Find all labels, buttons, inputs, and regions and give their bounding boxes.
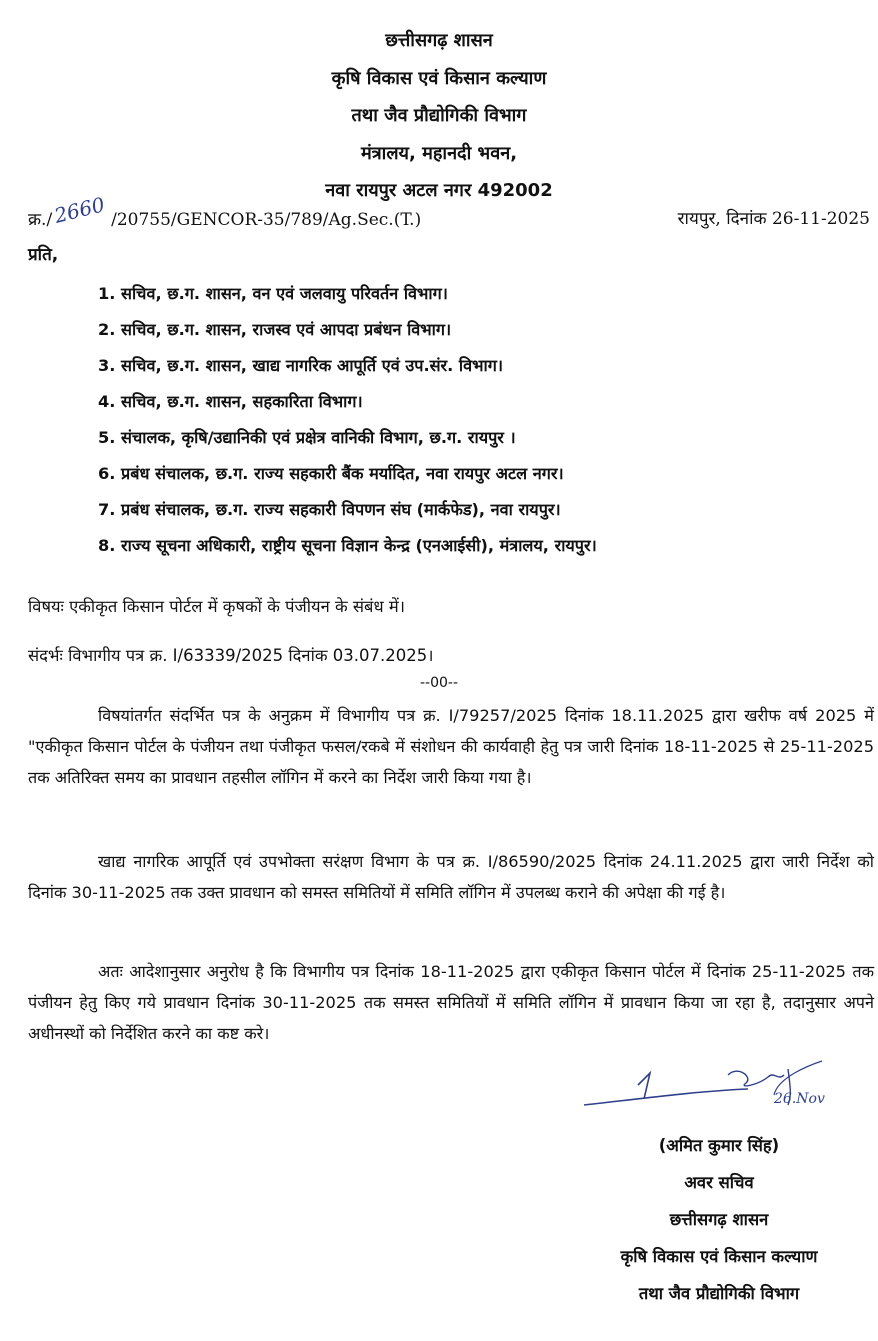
recipient-list — [98, 276, 858, 564]
letter-number-code: /20755/GENCOR-35/789/Ag.Sec.(T.) — [111, 210, 422, 230]
letter-number-prefix: क्र./ — [28, 210, 53, 230]
signature-date: 26.Nov — [774, 1091, 825, 1107]
body-paragraph-3 — [28, 956, 874, 1049]
signatory-org-2: कृषि विकास एवं किसान कल्याण — [620, 1247, 818, 1266]
letterhead-line-1: छत्तीसगढ़ शासन — [385, 30, 493, 51]
separator: --00-- — [419, 675, 459, 691]
recipient-item: 2. सचिव, छ.ग. शासन, राजस्व एवं आपदा प्रबंधन विभाग। — [98, 320, 452, 339]
recipient-item: 8. राज्य सूचना अधिकारी, राष्ट्रीय सूचना विज्ञान केन्द्र (एनआईसी), मंत्रालय, रायपुर। — [98, 536, 597, 555]
letterhead-line-2: कृषि विकास एवं किसान कल्याण — [331, 67, 547, 89]
signatory-name: (अमित कुमार सिंह) — [658, 1136, 780, 1155]
recipient-item: 3. सचिव, छ.ग. शासन, खाद्य नागरिक आपूर्ति एवं उप.संर. विभाग। — [98, 356, 503, 375]
signatory-org-3: तथा जैव प्रौद्योगिकी विभाग — [638, 1284, 800, 1303]
signatory-block — [560, 1127, 878, 1312]
letter-number — [28, 192, 422, 230]
subject-line: विषयः एकीकृत किसान पोर्टल में कृषकों के पंजीयन के संबंध में। — [28, 597, 405, 616]
place-date: रायपुर, दिनांक 26-11-2025 — [677, 209, 870, 229]
handwritten-signature — [578, 1055, 878, 1125]
paragraph-text: विषयांतर्गत संदर्भित पत्र के अनुक्रम में विभागीय पत्र क्र. I/79257/2025 दिनांक 18.11.2025 द्वारा खरीफ वर्ष 2025 में "एकीकृत किसान पोर्टल के पंजीयन तथा पंजीकृत फसल/रकबे में संशोधन की कार्यवाही हेतु पत्र जारी दिनांक 18-11-2025 से 25-11-2025 तक अतिरिक्त समय का प्रावधान तहसील लॉगिन में करने का निर्देश जारी किया गया है। — [28, 706, 874, 787]
letterhead-line-4: मंत्रालय, महानदी भवन, — [360, 142, 518, 164]
signatory-org-1: छत्तीसगढ़ शासन — [669, 1210, 769, 1229]
recipient-item: 1. सचिव, छ.ग. शासन, वन एवं जलवायु परिवर्तन विभाग। — [98, 284, 448, 303]
paragraph-text: अतः आदेशानुसार अनुरोध है कि विभागीय पत्र दिनांक 18-11-2025 द्वारा एकीकृत किसान पोर्टल में दिनांक 25-11-2025 तक पंजीयन हेतु किए गये प्रावधान दिनांक 30-11-2025 तक समस्त समितियों में समिति लॉगिन में प्रावधान किया जा रहा है, तदानुसार अपने अधीनस्थों को निर्देशित करने का कष्ट करे। — [28, 962, 874, 1043]
letterhead-line-5: नवा रायपुर अटल नगर 492002 — [325, 180, 553, 201]
signatory-designation: अवर सचिव — [684, 1173, 754, 1192]
body-paragraph-1 — [28, 700, 874, 793]
recipient-item: 7. प्रबंध संचालक, छ.ग. राज्य सहकारी विपणन संघ (मार्कफेड), नवा रायपुर। — [98, 500, 561, 519]
paragraph-text: खाद्य नागरिक आपूर्ति एवं उपभोक्ता सरंक्षण विभाग के पत्र क्र. I/86590/2025 दिनांक 24.11.2025 द्वारा जारी निर्देश को दिनांक 30-11-2025 तक उक्त प्रावधान को समस्त समितियों में समिति लॉगिन में उपलब्ध कराने की अपेक्षा की गई है। — [28, 852, 874, 902]
to-label: प्रति, — [28, 245, 59, 265]
letterhead-line-3: तथा जैव प्रौद्योगिकी विभाग — [351, 105, 527, 126]
recipient-item: 6. प्रबंध संचालक, छ.ग. राज्य सहकारी बैंक मर्यादित, नवा रायपुर अटल नगर। — [98, 464, 564, 483]
recipient-item: 5. संचालक, कृषि/उद्यानिकी एवं प्रक्षेत्र वानिकी विभाग, छ.ग. रायपुर । — [98, 428, 516, 447]
recipient-item: 4. सचिव, छ.ग. शासन, सहकारिता विभाग। — [98, 392, 363, 411]
body-paragraph-2 — [28, 846, 874, 908]
reference-citation: संदर्भः विभागीय पत्र क्र. I/63339/2025 दिनांक 03.07.2025। — [28, 646, 434, 665]
handwritten-number: 2660 — [52, 192, 108, 228]
letterhead — [0, 22, 878, 210]
